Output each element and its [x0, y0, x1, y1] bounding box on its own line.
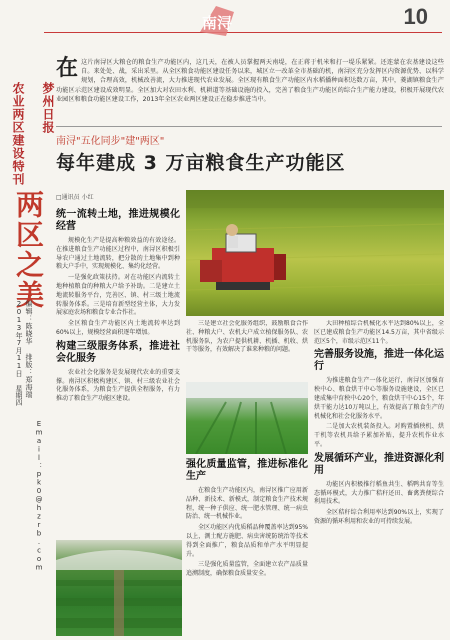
paragraph: 在粮食生产功能区内，南浔区推广应用新品种、新技术、新模式，制定粮食生产技术规程，统一种子供应、统一肥水管理、统一病虫防治、统一机械作业。: [186, 487, 308, 521]
section-title: 两区之美: [12, 190, 45, 310]
field-photo: [186, 382, 308, 454]
special-issue-label: 农业两区建设特刊: [11, 82, 25, 186]
subheading-land-transfer: 统一流转土地，推进规模化经营: [56, 209, 180, 232]
paragraph: 全区粮食生产功能区内土地流转率达到60%以上，规模经营面积逐年增加。: [56, 320, 180, 336]
section-divider: [56, 126, 442, 127]
paragraph: 为推进粮食生产一体化运行，南浔区加强育秧中心、粮食烘干中心等服务设施建设，全区已建成集中育秧中心20个，粮食烘干中心15个，年烘干能力达10万吨以上，有效提高了粮食生产的机械化和社会化服务水平。: [314, 377, 444, 420]
article-column-2: [186, 320, 308, 382]
subheading-circular: 发展循环产业，推进资源化利用: [314, 452, 444, 476]
contact-email: Email：pk0@hzrb.com: [35, 420, 43, 572]
drop-cap: 在: [56, 55, 79, 81]
issue-date: 2013年7月11日 星期四: [15, 300, 23, 406]
paragraph: 一是强化政策扶持。对在功能区内流转土地种植粮食的种粮大户给予补助。二是建立土地流转服务平台，完善区、镇、村三级土地流转服务体系。三是培育新型经营主体，大力发展家庭农场和粮食专业合作社。: [56, 274, 180, 317]
header-rule: [44, 32, 442, 33]
paragraph: 大田种植综合机械化水平达到80%以上，全区已建成粮食生产功能区14.5万亩，其中省级示范区5个，市级示范区11个。: [314, 320, 444, 345]
subheading-service-system: 构建三级服务体系，推进社会化服务: [56, 340, 180, 364]
lead-text: 这片南浔区大粮仓的粮食生产功能区内，这几天，在被人员掌握两天南堤，在正蒋于机米和打一堤乐紧紧。还连蒙在农基建设这些自。来处处、战，采出采里。从全区粮食功能区建设任务以来，城区立一改革全市基础的机，南浔区充分发挥区内资源优势、以科学规划，合理高效，机械改善流，大力推进现代农业发展。全区现有粮食生产功能区内水稻播种面积达数万亩，其中，菱湖镇粮食生产功能区示范区建设成效明显。全区加大对农田水利、机耕道等基础设施的投入，完善了粮食生产功能区的综合生产能力建设，积极开展现代农业园区和粮食功能区建设工作，2013年全区农业两区建设正在稳步推进当中。: [56, 59, 444, 103]
subheading-facilities: 完善服务设施，推进一体化运行: [314, 349, 444, 373]
paragraph: 全区秸秆综合利用率达到90%以上，实现了资源的循环利用和农业的可持续发展。: [314, 509, 444, 525]
paragraph: 三是建立社会化服务组织，鼓励粮食合作社、种粮大户、农机大户成立植保服务队、农机服务队，为农户提供机耕、机插、机收、烘干等服务，有效解决了谁来种粮的问题。: [186, 320, 308, 354]
kicker-subtitle: 南浔"五化同步"建"两区": [56, 136, 165, 147]
paragraph: 全区功能区内优质稻品种覆盖率达到95%以上，测土配方施肥、病虫害统防统治等技术得到全面推广，粮食品质和单产水平明显提升。: [186, 524, 308, 558]
subheading-quality: 强化质量监管，推进标准化生产: [186, 459, 308, 482]
harvester-photo: [186, 190, 444, 316]
paragraph: 规模化生产是提高种粮效益的有效途径。在推进粮食生产功能区过程中，南浔区积极引导农户通过土地流转，把分散的土地集中到种粮大户手中，实现规模化、集约化经营。: [56, 237, 180, 271]
article-column-3: [314, 320, 444, 636]
headline: 每年建成 3 万亩粮食生产功能区: [56, 152, 346, 174]
lead-paragraph: [56, 55, 444, 104]
article-column-2-lower: [186, 456, 308, 636]
nanxun-logo: [196, 2, 238, 40]
newspaper-name-label: 梦州日报: [41, 82, 55, 134]
page-number: 10: [403, 4, 428, 29]
paragraph: 农业社会化服务是发展现代农业的重要支撑。南浔区积极构建区、镇、村三级农业社会化服务体系，为粮食生产提供全程服务，有力推动了粮食生产功能区建设。: [56, 368, 180, 403]
editor-credits: 编辑：陈晓华 排版：郑海瑞: [25, 300, 33, 399]
seedling-greenhouse-photo: [56, 540, 182, 636]
paragraph: 三是强化质量监管，全面建立农产品质量追溯制度，确保粮食质量安全。: [186, 561, 308, 578]
paragraph: 功能区内积极推行稻鱼共生、稻鸭共育等生态循环模式，大力推广秸秆还田、畜禽粪便综合利用技术。: [314, 480, 444, 506]
svg-text:南浔: 南浔: [201, 14, 233, 32]
byline: □通讯员 小红: [56, 194, 94, 201]
article-column-1: [56, 206, 180, 536]
paragraph: 二是加大农机装备投入。对购置插秧机、烘干机等农机具给予累加补贴，提升农机作业水平。: [314, 423, 444, 448]
